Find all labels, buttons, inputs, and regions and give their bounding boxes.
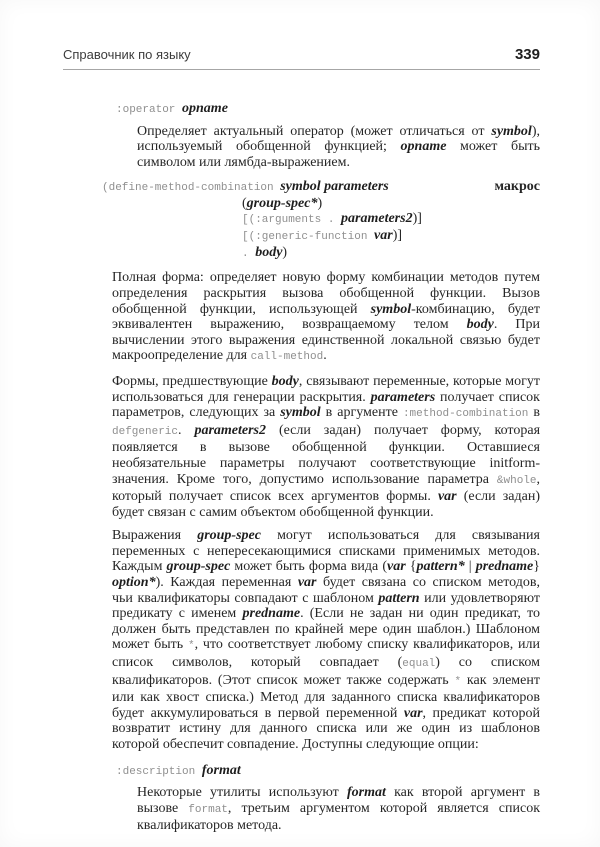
text-run-var: var bbox=[437, 489, 457, 505]
text-run-mono: equal bbox=[402, 658, 436, 671]
text-run-var: body bbox=[255, 245, 283, 261]
text-run-text: { bbox=[405, 559, 417, 575]
text-run-var: group-spec bbox=[166, 559, 231, 575]
text-run-text: | bbox=[464, 559, 476, 575]
text-run-text: получает список параметров, следующих за bbox=[112, 389, 540, 421]
text-run-text: как второй аргумент в вызове bbox=[137, 785, 540, 816]
text-run-mono: * bbox=[454, 675, 462, 688]
text-run-var: opname bbox=[400, 139, 447, 155]
text-run-var: parameters2 bbox=[194, 422, 267, 438]
definition-kind-label: макрос bbox=[494, 179, 540, 195]
text-run-text: (если задан) получает форму, которая появляется в вызове обобщенной функции. Оставшиеся необязательные параметры получают соответствующие initform-значения. Кроме того, допустимо использование параметра bbox=[112, 422, 541, 487]
header-rule bbox=[63, 46, 540, 70]
text-run-text: . bbox=[178, 422, 195, 438]
text-run-text: )] bbox=[392, 228, 403, 244]
text-run-var: parameters bbox=[370, 389, 436, 405]
text-run-text: Определяет актуальный оператор (может отличаться от bbox=[137, 123, 492, 139]
text-run-text: ) bbox=[282, 245, 288, 261]
page-header bbox=[0, 0, 600, 70]
text-run-mono: &whole bbox=[496, 474, 537, 487]
text-run-var: predname bbox=[242, 606, 301, 622]
paragraph-forms bbox=[112, 374, 540, 520]
text-run-text: , что соответствует любому списку квалификаторов, или список символов, который совпадает ( bbox=[112, 637, 540, 671]
text-run-text: (если задан) будет связан с самим объектом обобщенной функции. bbox=[112, 489, 540, 520]
text-run-var: group-spec* bbox=[246, 196, 318, 212]
text-run-text: ) со списком квалификаторов. (Этот список может также содержать bbox=[112, 655, 540, 688]
text-run-var: format bbox=[201, 762, 241, 778]
text-run-mono: defgeneric bbox=[112, 425, 179, 438]
page-number: 339 bbox=[514, 46, 540, 63]
text-run-var: parameters2 bbox=[341, 211, 413, 227]
text-run-text: может быть символом или лямбда-выражением. bbox=[137, 139, 540, 170]
text-run-var: body bbox=[466, 317, 494, 333]
text-run-mono: . bbox=[242, 248, 256, 261]
text-run-mono: call-method bbox=[250, 351, 324, 364]
text-run-text: Полная форма: определяет новую форму комбинации методов путем определения раскрытия вызова обобщенной функции. Вызов обобщенной функции, использующей bbox=[112, 270, 540, 317]
text-run-mono: :description bbox=[116, 765, 202, 778]
text-run-text: , который получает список всех аргументов формы. bbox=[112, 471, 540, 505]
text-run-text: ), используемый обобщенной функцией; bbox=[137, 123, 540, 155]
page-body bbox=[0, 70, 600, 834]
text-run-var: option* bbox=[112, 575, 156, 591]
text-run-text: может быть форма вида ( bbox=[230, 559, 387, 575]
text-run-var: format bbox=[346, 785, 386, 801]
text-run-text: , третьим аргументом которой является список квалификаторов метода. bbox=[137, 800, 540, 834]
text-run-var: opname bbox=[182, 101, 228, 116]
text-run-text: в аргументе bbox=[320, 405, 403, 421]
text-run-var: var bbox=[297, 575, 317, 591]
text-run-text: . (Если не задан ни один предикат, то должен быть представлен по крайней мере один шаблон.) Шаблоном может быть bbox=[112, 606, 541, 653]
text-run-text: , предикат которой возвратит истину для данного списка или же один из шаблонов которой обеспечит совпадение. Доступны следующие опции: bbox=[112, 705, 541, 752]
definition-line bbox=[242, 196, 540, 211]
definition-line bbox=[102, 179, 540, 196]
text-run-var: var bbox=[403, 705, 423, 721]
operator-description bbox=[137, 124, 540, 171]
text-run-mono: :method-combination bbox=[402, 408, 529, 421]
text-run-text: в bbox=[528, 405, 540, 421]
definition-line bbox=[242, 228, 540, 245]
text-run-text: или удовлетворяют предикату с именем bbox=[112, 590, 540, 622]
paragraph-full-form bbox=[112, 270, 540, 366]
text-run-var: symbol bbox=[491, 123, 532, 139]
text-run-mono: [(:generic-function bbox=[242, 231, 375, 244]
text-run-var: var bbox=[374, 228, 393, 244]
option-label-operator bbox=[116, 101, 540, 119]
text-run-var: symbol parameters bbox=[280, 179, 389, 195]
paragraph-group-spec bbox=[112, 528, 540, 752]
text-run-var: pattern bbox=[378, 590, 420, 606]
text-run-text: , связывают переменные, которые могут использоваться для генерации раскрытия. bbox=[112, 373, 541, 405]
text-run-mono: (define-method-combination bbox=[102, 182, 281, 195]
text-run-var: group-spec bbox=[197, 528, 261, 544]
text-run-mono: format bbox=[188, 803, 228, 816]
text-run-mono: [(:arguments . bbox=[242, 214, 342, 227]
definition-line bbox=[242, 245, 540, 262]
text-run-text: Формы, предшествующие bbox=[112, 373, 272, 389]
definition-line bbox=[242, 211, 540, 228]
text-run-var: body bbox=[271, 373, 299, 389]
running-head-title: Справочник по языку bbox=[63, 47, 191, 62]
text-run-var: symbol bbox=[370, 301, 412, 317]
text-run-text: )] bbox=[412, 211, 422, 227]
definition-block bbox=[102, 179, 540, 262]
text-run-mono: :operator bbox=[116, 104, 183, 116]
option-label-description bbox=[116, 763, 540, 781]
text-run-var: var bbox=[387, 559, 406, 575]
text-run-mono: * bbox=[188, 640, 195, 653]
text-run-text: Некоторые утилиты используют bbox=[137, 785, 347, 801]
text-run-var: pattern* bbox=[416, 559, 465, 575]
text-run-text: Выражения bbox=[112, 528, 198, 544]
text-run-text: ). Каждая переменная bbox=[155, 575, 298, 591]
text-run-text: могут использоваться для связывания переменных с непересекающимися списками применимых методов. Каждым bbox=[112, 528, 540, 575]
text-run-text: ( bbox=[242, 196, 247, 212]
text-run-text: будет связана со списком методов, чьи квалификаторы совпадают с шаблоном bbox=[112, 575, 541, 606]
description-option-description bbox=[137, 785, 540, 834]
text-run-text: -комбинацию, будет эквивалентен выражению, возвращаемому телом bbox=[112, 301, 540, 333]
text-run-text: как элемент или как хвост списка.) Метод для заданного списка квалификаторов будет аккумулироваться в первой переменной bbox=[112, 672, 540, 721]
text-run-text: } bbox=[533, 559, 540, 575]
text-run-text: . bbox=[323, 348, 327, 364]
text-run-var: predname bbox=[475, 559, 534, 575]
text-run-text: . При вычислении этого выражения единственной локальной связью будет макроопределение для bbox=[112, 317, 540, 364]
text-run-var: symbol bbox=[280, 405, 321, 421]
text-run-text: ) bbox=[317, 196, 323, 212]
